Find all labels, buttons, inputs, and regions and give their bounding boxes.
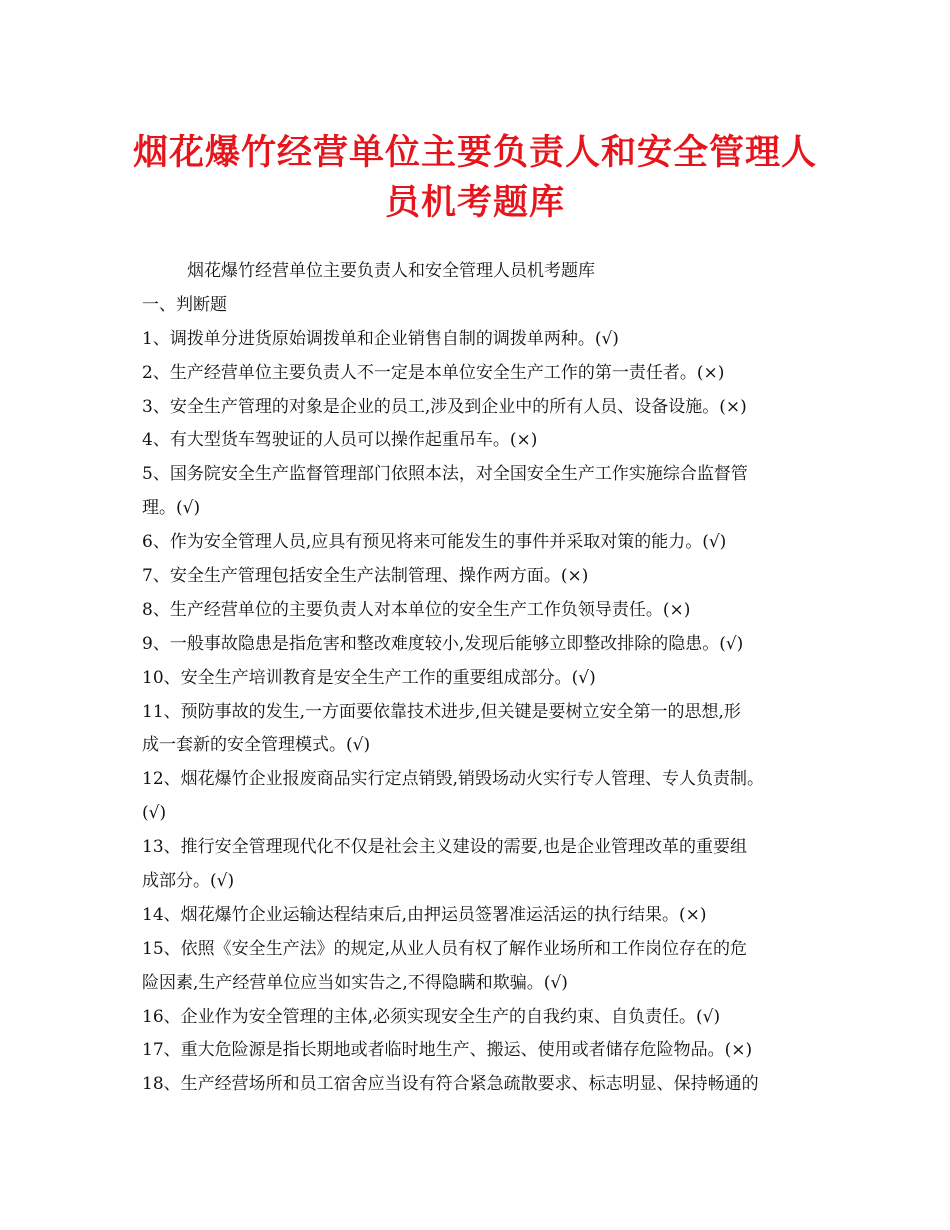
document-title-line-1: 烟花爆竹经营单位主要负责人和安全管理人 [132, 132, 817, 173]
document-subtitle: 烟花爆竹经营单位主要负责人和安全管理人员机考题库 [187, 261, 595, 281]
document-title-line-2: 员机考题库 [384, 182, 565, 223]
question-line: 理。(√) [142, 498, 201, 519]
document-title [120, 128, 830, 228]
question-line: 9、一般事故隐患是指危害和整改难度较小,发现后能够立即整改排除的隐患。(√) [142, 633, 744, 654]
question-line: 8、生产经营单位的主要负责人对本单位的安全生产工作负领导责任。(×) [142, 599, 691, 620]
question-line: 10、安全生产培训教育是安全生产工作的重要组成部分。(√) [142, 667, 596, 688]
question-line: 6、作为安全管理人员,应具有预见将来可能发生的事件并采取对策的能力。(√) [142, 532, 727, 553]
question-line: 7、安全生产管理包括安全生产法制管理、操作两方面。(×) [142, 566, 589, 587]
question-line: 3、安全生产管理的对象是企业的员工,涉及到企业中的所有人员、设备设施。(×) [142, 396, 747, 417]
question-line: 5、国务院安全生产监督管理部门依照本法，对全国安全生产工作实施综合监督管 [142, 464, 748, 485]
question-line: 成部分。(√) [142, 871, 235, 892]
question-line: 11、预防事故的发生,一方面要依靠技术进步,但关键是要树立安全第一的思想,形 [142, 701, 741, 722]
question-line: 17、重大危险源是指长期地或者临时地生产、搬运、使用或者储存危险物品。(×) [142, 1040, 753, 1061]
question-line: 16、企业作为安全管理的主体,必须实现安全生产的自我约束、自负责任。(√) [142, 1006, 721, 1027]
question-line: 15、依照《安全生产法》的规定,从业人员有权了解作业场所和工作岗位存在的危 [142, 938, 748, 959]
question-line: (√) [142, 803, 167, 824]
question-line: 14、烟花爆竹企业运输达程结束后,由押运员签署准运活运的执行结果。(×) [142, 904, 707, 925]
question-line: 4、有大型货车驾驶证的人员可以操作起重吊车。(×) [142, 430, 538, 451]
question-line: 险因素,生产经营单位应当如实告之,不得隐瞒和欺骗。(√) [142, 972, 568, 993]
question-line: 2、生产经营单位主要负责人不一定是本单位安全生产工作的第一责任者。(×) [142, 362, 725, 383]
section-heading: 一、判断题 [142, 294, 227, 315]
question-line: 13、推行安全管理现代化不仅是社会主义建设的需要,也是企业管理改革的重要组 [142, 837, 748, 858]
question-line: 成一套新的安全管理模式。(√) [142, 735, 371, 756]
question-line: 12、烟花爆竹企业报废商品实行定点销毁,销毁场动火实行专人管理、专人负责制。 [142, 769, 765, 790]
question-line: 1、调拨单分进货原始调拨单和企业销售自制的调拨单两种。(√) [142, 328, 619, 349]
document-body [142, 255, 832, 1102]
question-line: 18、生产经营场所和员工宿舍应当设有符合紧急疏散要求、标志明显、保持畅通的 [142, 1074, 759, 1095]
